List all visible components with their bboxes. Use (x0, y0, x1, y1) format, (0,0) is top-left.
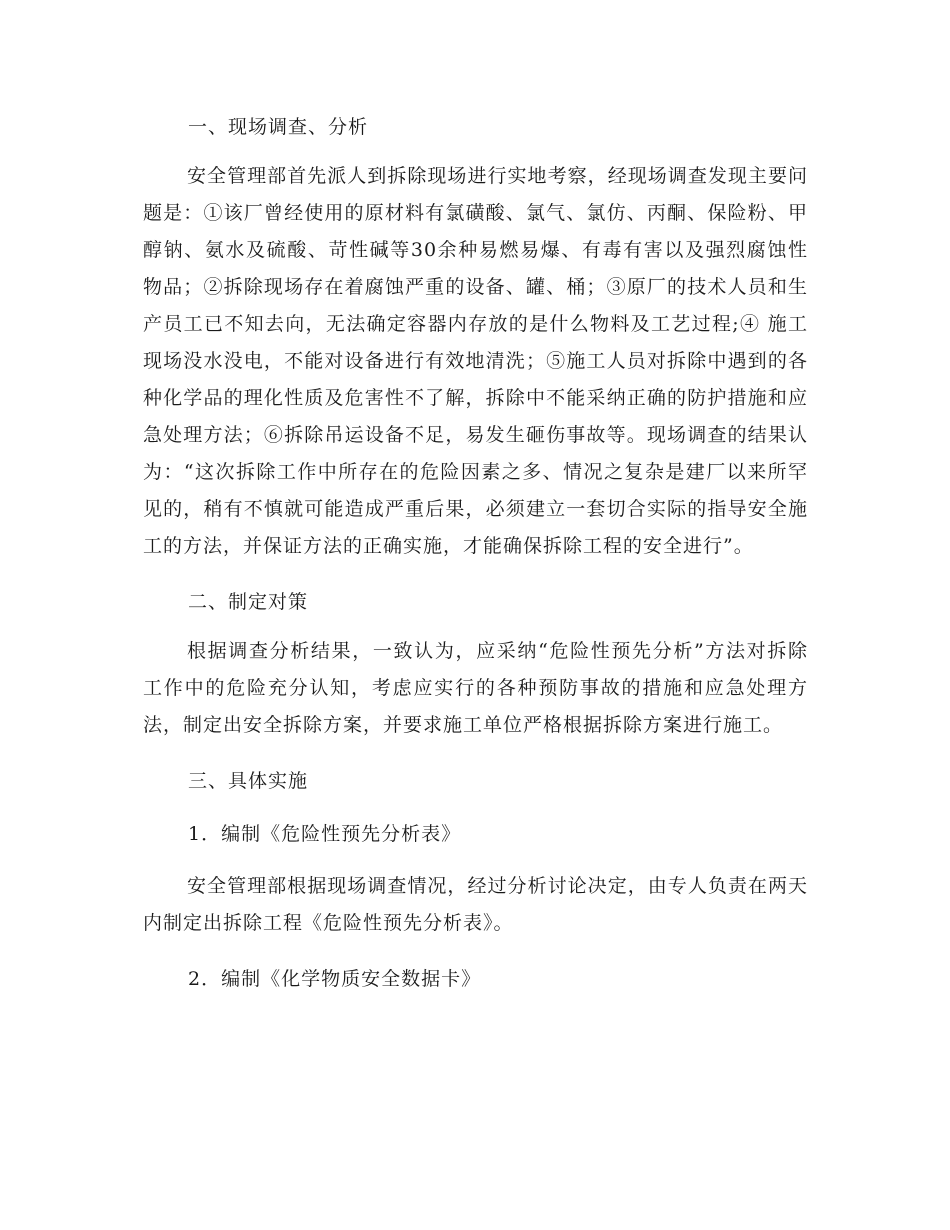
paragraph-site-investigation: 安全管理部首先派人到拆除现场进行实地考察，经现场调查发现主要问题是：①该厂曾经使用的原材料有氯磺酸、氯气、氯仿、丙酮、保险粉、甲醇钠、氨水及硫酸、苛性碱等30余种易燃易爆、有毒有害以及强烈腐蚀性物品；②拆除现场存在着腐蚀严重的设备、罐、桶；③原厂的技术人员和生产员工已不知去向，无法确定容器内存放的是什么物料及工艺过程;④ 施工现场没水没电，不能对设备进行有效地清洗；⑤施工人员对拆除中遇到的各种化学品的理化性质及危害性不了解，拆除中不能采纳正确的防护措施和应急处理方法；⑥拆除吊运设备不足，易发生砸伤事故等。现场调查的结果认为：“这次拆除工作中所存在的危险因素之多、情况之复杂是建厂以来所罕见的，稍有不慎就可能造成严重后果，必须建立一套切合实际的指导安全施工的方法，并保证方法的正确实施，才能确保拆除工程的安全进行”。 (143, 165, 808, 557)
spacer (143, 744, 808, 762)
spacer (143, 565, 808, 583)
section-heading-countermeasures: 二、制定对策 (188, 591, 309, 613)
section-heading-implementation: 三、具体实施 (188, 770, 309, 792)
subsection-heading-hazard-analysis-table: 1．编制《危险性预先分析表》 (188, 823, 462, 845)
paragraph-countermeasures: 根据调查分析结果，一致认为，应采纳“危险性预先分析”方法对拆除工作中的危险充分认知，考虑应实行的各种预防事故的措施和应急处理方法，制定出安全拆除方案，并要求施工单位严格根据拆除方案进行施工。 (143, 640, 808, 736)
spacer (143, 800, 808, 815)
section-heading-site-investigation: 一、现场调查、分析 (188, 116, 369, 138)
paragraph-hazard-analysis-table: 安全管理部根据现场调查情况，经过分析讨论决定，由专人负责在两天内制定出拆除工程《危险性预先分析表》。 (143, 875, 808, 934)
spacer (143, 146, 808, 158)
document-page (143, 108, 808, 998)
spacer (143, 942, 808, 960)
subsection-heading-chemical-safety-card: 2．编制《化学物质安全数据卡》 (188, 968, 482, 990)
spacer (143, 621, 808, 633)
spacer (143, 853, 808, 868)
